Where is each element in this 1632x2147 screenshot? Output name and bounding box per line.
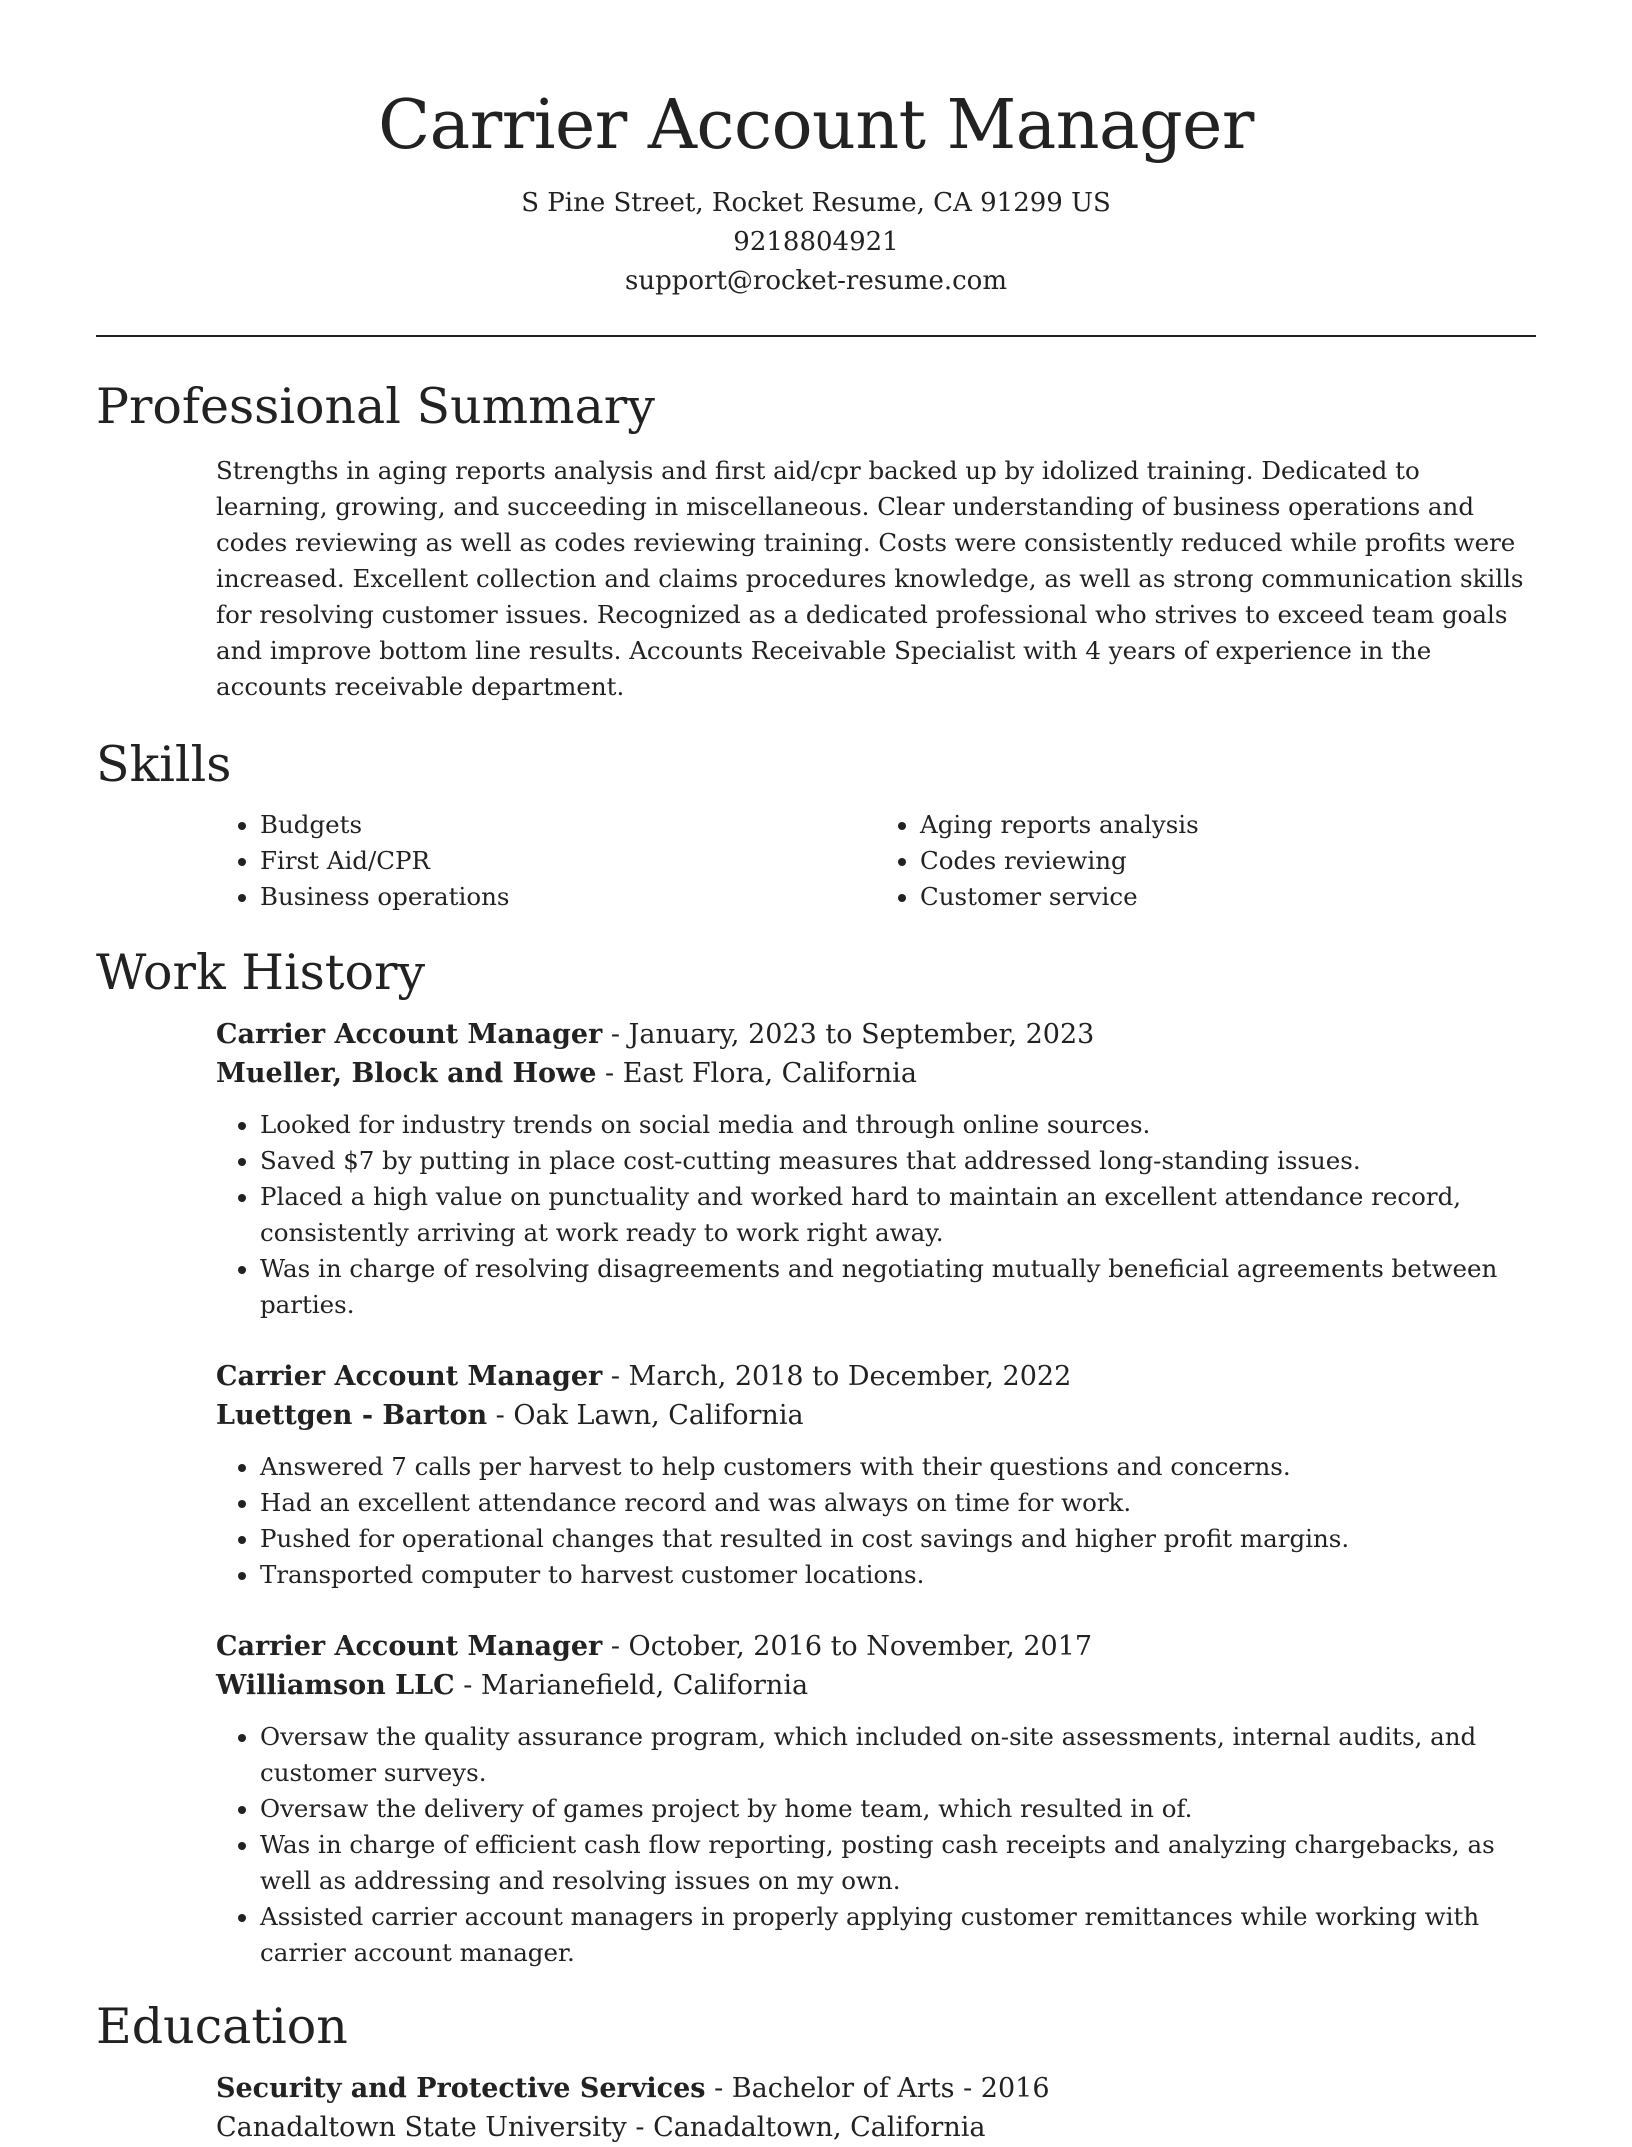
job-bullets <box>216 1449 1536 1593</box>
job-bullet: • Pushed for operational changes that resulted in cost savings and higher profit margins. <box>260 1521 1536 1557</box>
job-bullet: • Was in charge of efficient cash flow reporting, posting cash receipts and analyzing chargebacks, as well as addressing and resolving issues on my own. <box>260 1827 1536 1899</box>
education-heading: Education <box>96 1998 348 2055</box>
job-location: - Marianefield, California <box>454 1670 809 1701</box>
skill-item: • Codes reviewing <box>920 843 1536 879</box>
education-school: Canadaltown State University - Canadaltown, California <box>216 2112 986 2143</box>
job-title: Carrier Account Manager <box>216 1019 603 1050</box>
job-company: Luettgen - Barton <box>216 1400 488 1431</box>
job-company-line <box>216 1054 1536 1093</box>
contact-email: support@rocket-resume.com <box>624 266 1007 296</box>
contact-phone: 9218804921 <box>733 227 899 257</box>
job-bullet: • Assisted carrier account managers in properly applying customer remittances while working with carrier account manager. <box>260 1899 1536 1971</box>
job-bullet: • Placed a high value on punctuality and worked hard to maintain an excellent attendance record, consistently arriving at work ready to work right away. <box>260 1179 1536 1251</box>
skills-column-right <box>876 807 1536 915</box>
skills-grid <box>216 807 1536 915</box>
job-company: Williamson LLC <box>216 1670 455 1701</box>
skill-item: • Business operations <box>260 879 876 915</box>
job-bullet: • Answered 7 calls per harvest to help customers with their questions and concerns. <box>260 1449 1536 1485</box>
skills-heading: Skills <box>96 736 232 793</box>
skill-item: • Aging reports analysis <box>920 807 1536 843</box>
header-divider <box>96 335 1536 337</box>
education-degree: - Bachelor of Arts - 2016 <box>705 2073 1050 2104</box>
work-history-heading: Work History <box>96 944 426 1001</box>
job-dates: - October, 2016 to November, 2017 <box>602 1631 1093 1662</box>
job-bullet: • Looked for industry trends on social media and through online sources. <box>260 1107 1536 1143</box>
job-company-line <box>216 1666 1536 1705</box>
skill-item: • Customer service <box>920 879 1536 915</box>
job-company: Mueller, Block and Howe <box>216 1058 597 1089</box>
education-field: Security and Protective Services <box>216 2073 706 2104</box>
job-title-line <box>216 1015 1536 1054</box>
job-bullet: • Saved $7 by putting in place cost-cutting measures that addressed long-standing issues. <box>260 1143 1536 1179</box>
education-entry <box>216 2069 1536 2147</box>
education-section <box>96 1997 1536 2147</box>
job-bullet: • Oversaw the delivery of games project by home team, which resulted in of. <box>260 1791 1536 1827</box>
job-entry <box>216 1015 1536 1323</box>
summary-section <box>96 377 1536 705</box>
job-location: - East Flora, California <box>596 1058 917 1089</box>
job-entry <box>216 1357 1536 1593</box>
contact-block <box>96 184 1536 301</box>
job-bullet: • Oversaw the quality assurance program, which included on-site assessments, internal audits, and customer surveys. <box>260 1719 1536 1791</box>
job-bullet: • Transported computer to harvest customer locations. <box>260 1557 1536 1593</box>
job-dates: - January, 2023 to September, 2023 <box>602 1019 1095 1050</box>
summary-text: Strengths in aging reports analysis and first aid/cpr backed up by idolized training. Dedicated to learning, growing, and succeeding in miscellaneous. Clear understanding of business operations and codes reviewing as well as codes reviewing training. Costs were consistently reduced while profits were increased. Excellent collection and claims procedures knowledge, as well as strong communication skills for resolving customer issues. Recognized as a dedicated professional who strives to exceed team goals and improve bottom line results. Accounts Receivable Specialist with 4 years of experience in the accounts receivable department. <box>216 456 1524 701</box>
job-dates: - March, 2018 to December, 2022 <box>602 1361 1072 1392</box>
skills-column-left <box>216 807 876 915</box>
skill-item: • First Aid/CPR <box>260 843 876 879</box>
resume-header <box>96 0 1536 301</box>
job-bullet: • Was in charge of resolving disagreements and negotiating mutually beneficial agreements between parties. <box>260 1251 1536 1323</box>
work-history-section <box>96 943 1536 1971</box>
job-entry <box>216 1627 1536 1971</box>
job-bullets <box>216 1107 1536 1323</box>
job-title: Carrier Account Manager <box>216 1631 603 1662</box>
job-title: Carrier Account Manager <box>216 1361 603 1392</box>
contact-address: S Pine Street, Rocket Resume, CA 91299 US <box>521 188 1111 218</box>
summary-heading: Professional Summary <box>96 378 655 435</box>
education-degree-line <box>216 2069 1536 2108</box>
resume-page <box>96 0 1536 2147</box>
job-company-line <box>216 1396 1536 1435</box>
skill-item: • Budgets <box>260 807 876 843</box>
job-location: - Oak Lawn, California <box>487 1400 804 1431</box>
candidate-name: Carrier Account Manager <box>378 86 1254 165</box>
job-bullets <box>216 1719 1536 1971</box>
job-title-line <box>216 1627 1536 1666</box>
job-bullet: • Had an excellent attendance record and was always on time for work. <box>260 1485 1536 1521</box>
job-title-line <box>216 1357 1536 1396</box>
skills-section <box>96 735 1536 915</box>
